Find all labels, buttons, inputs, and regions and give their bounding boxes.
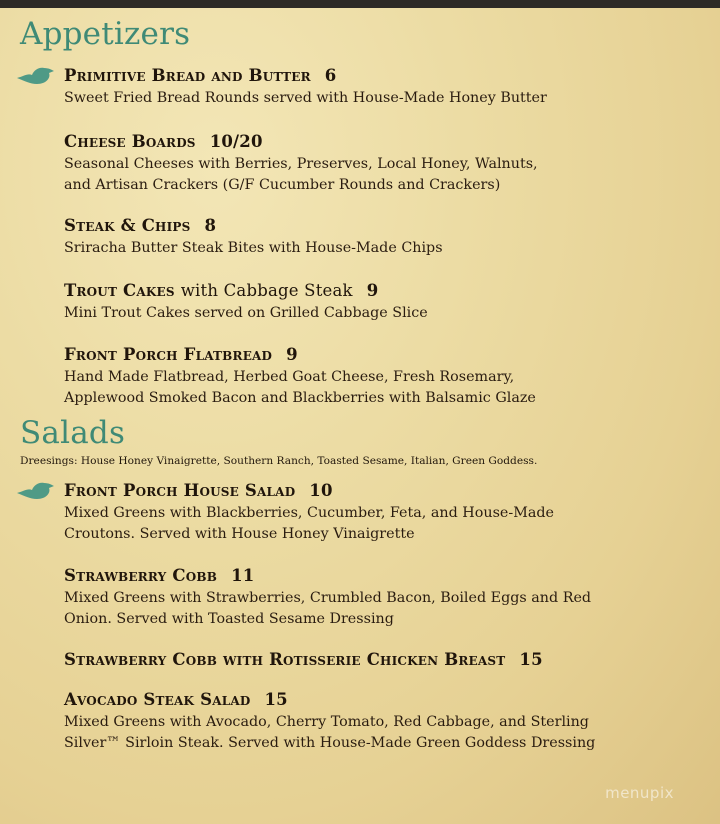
item-description: Mixed Greens with Strawberries, Crumbled Bacon, Boiled Eggs and Red <box>64 590 592 606</box>
item-price: 11 <box>231 566 255 585</box>
item-price: 15 <box>519 650 543 669</box>
menu-item <box>64 66 547 109</box>
item-name: Steak & Chips <box>64 216 191 235</box>
item-name: Front Porch House Salad <box>64 481 296 500</box>
item-price: 6 <box>324 66 337 85</box>
item-description: Mixed Greens with Blackberries, Cucumber, Feta, and House-Made <box>64 505 554 521</box>
appetizers-heading: Appetizers <box>20 16 191 52</box>
item-description: Mini Trout Cakes served on Grilled Cabbage Slice <box>64 305 428 321</box>
menu-item <box>64 566 591 630</box>
item-price: 15 <box>264 690 288 709</box>
item-price: 9 <box>366 281 379 300</box>
bird-icon <box>16 64 56 88</box>
item-description: and Artisan Crackers (G/F Cucumber Rounds and Crackers) <box>64 177 501 193</box>
item-description: Croutons. Served with House Honey Vinaigrette <box>64 526 415 542</box>
item-price: 10 <box>309 481 333 500</box>
item-description: Silver™ Sirloin Steak. Served with House-Made Green Goddess Dressing <box>64 735 596 751</box>
menu-item <box>64 650 543 669</box>
item-name: Cheese Boards <box>64 132 196 151</box>
item-name: Strawberry Cobb <box>64 566 218 585</box>
item-description: Applewood Smoked Bacon and Blackberries with Balsamic Glaze <box>64 390 536 406</box>
item-name: Strawberry Cobb with Rotisserie Chicken Breast <box>64 650 506 669</box>
item-description: Seasonal Cheeses with Berries, Preserves, Local Honey, Walnuts, <box>64 156 538 172</box>
item-name: Front Porch Flatbread <box>64 345 273 364</box>
item-name-suffix: with Cabbage Steak <box>180 281 353 300</box>
bird-icon <box>16 479 56 503</box>
menu-item <box>64 132 538 196</box>
item-name: Trout Cakes <box>64 281 175 300</box>
item-name: Primitive Bread and Butter <box>64 66 311 85</box>
menu-item <box>64 216 443 259</box>
menu-item <box>64 281 428 324</box>
item-description: Hand Made Flatbread, Herbed Goat Cheese, Fresh Rosemary, <box>64 369 515 385</box>
item-description: Mixed Greens with Avocado, Cherry Tomato, Red Cabbage, and Sterling <box>64 714 589 730</box>
watermark: menupix <box>605 784 674 802</box>
menu-item <box>64 690 595 754</box>
item-name: Avocado Steak Salad <box>64 690 251 709</box>
menu-item <box>64 481 554 545</box>
item-description: Sriracha Butter Steak Bites with House-Made Chips <box>64 240 443 256</box>
item-price: 10/20 <box>209 132 263 151</box>
menu-item <box>64 345 536 409</box>
item-description: Sweet Fried Bread Rounds served with House-Made Honey Butter <box>64 90 547 106</box>
item-description: Onion. Served with Toasted Sesame Dressing <box>64 611 394 627</box>
top-edge-bar <box>0 0 720 8</box>
item-price: 8 <box>204 216 217 235</box>
item-price: 9 <box>286 345 298 364</box>
salads-heading: Salads <box>20 415 126 451</box>
dressings-note: Dreesings: House Honey Vinaigrette, Southern Ranch, Toasted Sesame, Italian, Green Goddess. <box>20 455 538 467</box>
